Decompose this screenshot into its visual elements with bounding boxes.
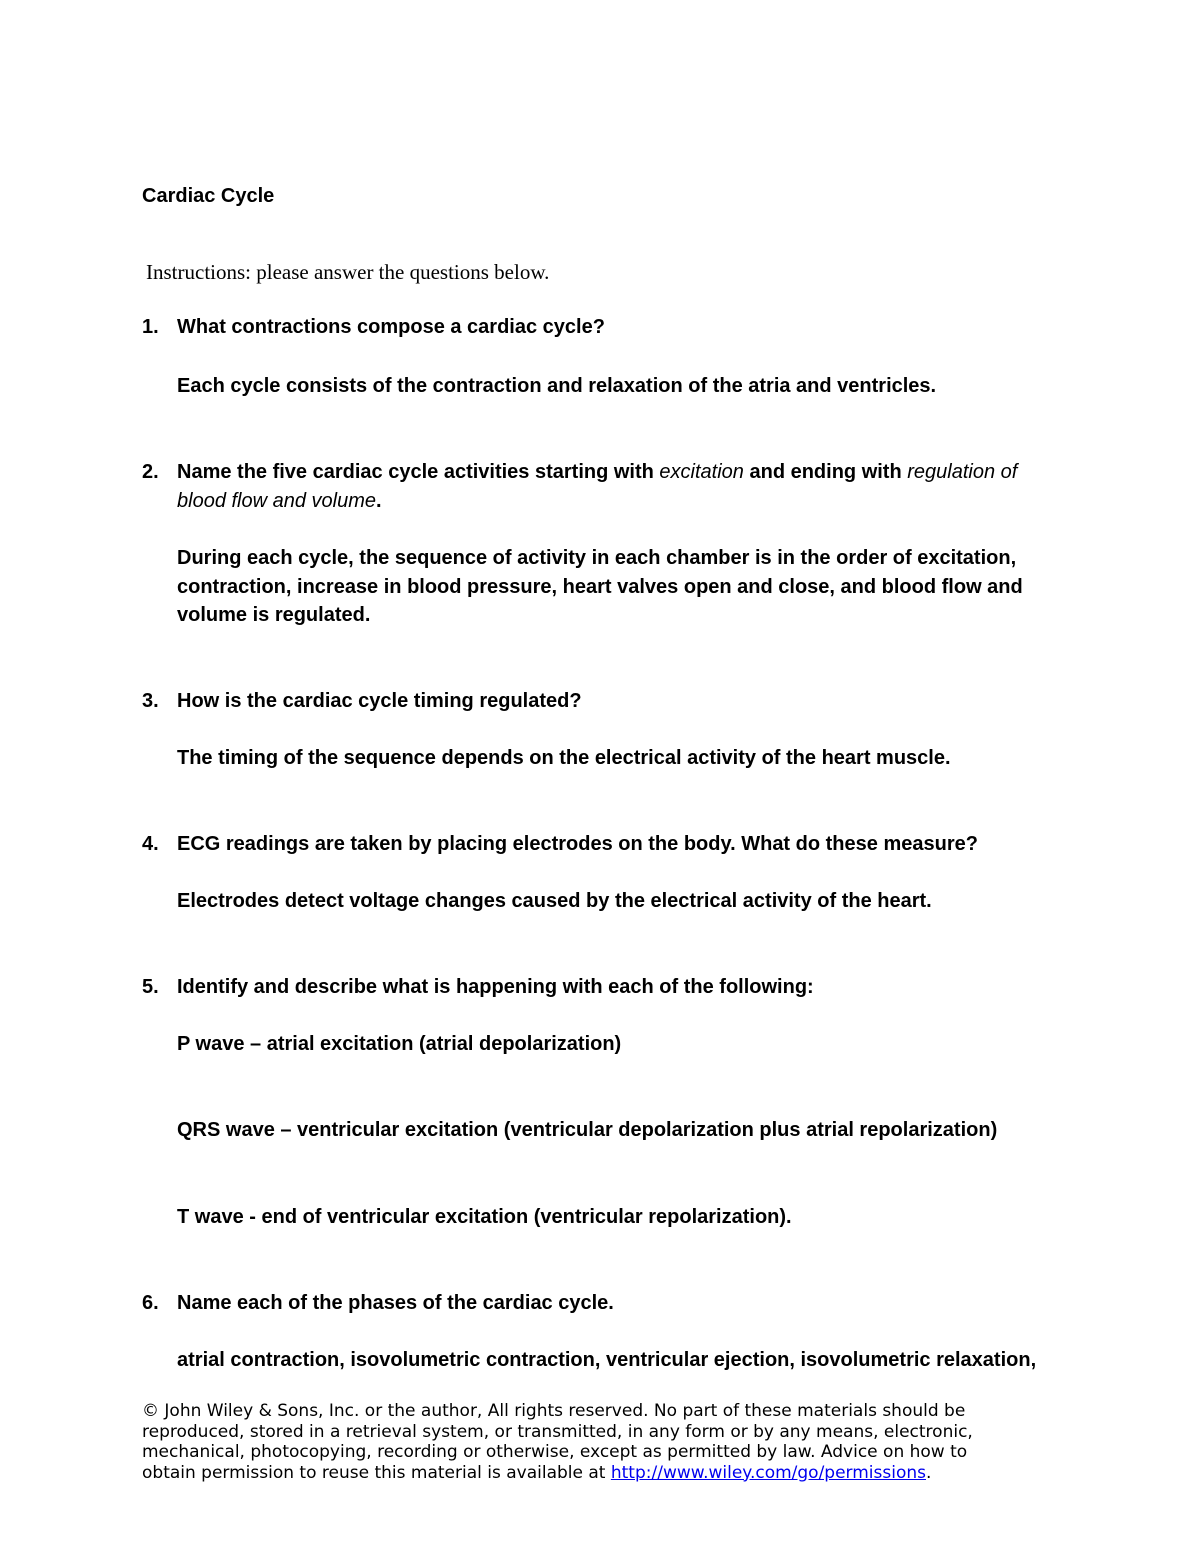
answer-5-t-wave: T wave - end of ventricular excitation (ventricular repolarization). (177, 1206, 792, 1228)
question-4-text: ECG readings are taken by placing electrodes on the body. What do these measure? (177, 833, 978, 855)
answer-5-qrs-wave: QRS wave – ventricular excitation (ventricular depolarization plus atrial repolarization) (177, 1119, 998, 1141)
footer-line-4-prefix: obtain permission to reuse this material is available at (142, 1462, 611, 1483)
permissions-link[interactable]: http://www.wiley.com/go/permissions (610, 1462, 926, 1483)
answer-2-line-2: contraction, increase in blood pressure, heart valves open and close, and blood flow and (177, 576, 1023, 598)
answer-6-text: atrial contraction, isovolumetric contraction, ventricular ejection, isovolumetric relaxation, (177, 1349, 1037, 1371)
document-title: Cardiac Cycle (142, 185, 275, 207)
question-2-line-1 (177, 458, 1017, 487)
question-2-italic-excitation: excitation (659, 461, 744, 483)
question-2-line-2 (177, 487, 382, 516)
question-2-text-a: Name the five cardiac cycle activities starting with (177, 461, 660, 483)
question-number-3: 3. (142, 690, 159, 712)
footer-line-2: reproduced, stored in a retrieval system, or transmitted, in any form or by any means, electronic, (142, 1421, 973, 1442)
question-number-6: 6. (142, 1292, 159, 1314)
question-2-italic-regulation: regulation of (907, 461, 1018, 483)
footer-line-1: © John Wiley & Sons, Inc. or the author, All rights reserved. No part of these materials should be (142, 1401, 966, 1421)
footer-line-4 (142, 1463, 973, 1484)
instructions-text: Instructions: please answer the questions below. (146, 260, 550, 284)
question-number-5: 5. (142, 976, 159, 998)
question-2-period: . (376, 490, 382, 512)
question-2-italic-blood-flow: blood flow and volume (177, 490, 377, 512)
copyright-footer (142, 1401, 973, 1483)
question-2-text-b: and ending with (743, 461, 908, 483)
question-number-2: 2. (142, 461, 159, 483)
answer-3-text: The timing of the sequence depends on the electrical activity of the heart muscle. (177, 747, 951, 769)
answer-2-line-1: During each cycle, the sequence of activity in each chamber is in the order of excitation, (177, 547, 1017, 569)
question-3-text: How is the cardiac cycle timing regulated? (177, 690, 582, 712)
question-number-4: 4. (142, 833, 159, 855)
question-number-1: 1. (142, 316, 159, 338)
answer-2-line-3: volume is regulated. (177, 604, 371, 626)
question-1-text: What contractions compose a cardiac cycle? (177, 316, 605, 338)
question-5-text: Identify and describe what is happening with each of the following: (177, 976, 814, 998)
question-6-text: Name each of the phases of the cardiac cycle. (177, 1292, 614, 1314)
answer-4-text: Electrodes detect voltage changes caused by the electrical activity of the heart. (177, 890, 932, 912)
footer-line-4-suffix: . (926, 1462, 932, 1483)
answer-5-p-wave: P wave – atrial excitation (atrial depolarization) (177, 1033, 622, 1055)
footer-line-3: mechanical, photocopying, recording or otherwise, except as permitted by law. Advice on how to (142, 1442, 968, 1462)
answer-1-text: Each cycle consists of the contraction and relaxation of the atria and ventricles. (177, 375, 937, 397)
